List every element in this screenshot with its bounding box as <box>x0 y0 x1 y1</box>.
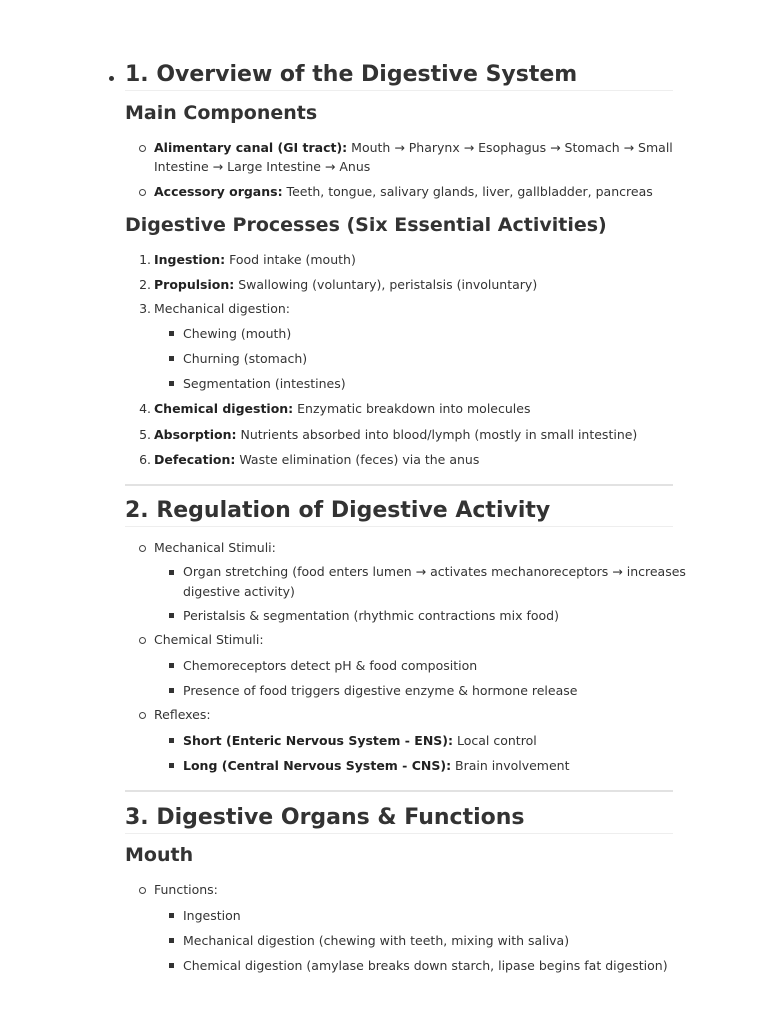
square-bullet-icon <box>169 688 174 693</box>
reflexes-label: Reflexes: <box>154 707 211 722</box>
list-item-alimentary: Alimentary canal (GI tract): Mouth → Pharynx → Esophagus → Stomach → Small <box>154 140 673 155</box>
list-number: 2. <box>139 277 151 292</box>
square-bullet-icon <box>169 938 174 943</box>
process-chemical: Chemical digestion: Enzymatic breakdown into molecules <box>154 401 531 416</box>
list-number: 4. <box>139 401 151 416</box>
sub-item-short-reflex: Short (Enteric Nervous System - ENS): Local control <box>183 733 537 748</box>
sub-item-churning: Churning (stomach) <box>183 351 308 366</box>
chemical-stimuli-label: Chemical Stimuli: <box>154 632 264 647</box>
list-number: 6. <box>139 452 151 467</box>
square-bullet-icon <box>169 356 174 361</box>
process-defecation: Defecation: Waste elimination (feces) via the anus <box>154 452 480 467</box>
sub-item-chemical-digestion: Chemical digestion (amylase breaks down starch, lipase begins fat digestion) <box>183 958 668 973</box>
process-propulsion: Propulsion: Swallowing (voluntary), peristalsis (involuntary) <box>154 277 538 292</box>
square-bullet-icon <box>169 381 174 386</box>
list-item-alimentary-cont: Intestine → Large Intestine → Anus <box>154 159 371 174</box>
list-number: 3. <box>139 301 151 316</box>
sub-item-long-reflex: Long (Central Nervous System - CNS): Brain involvement <box>183 758 570 773</box>
square-bullet-icon <box>169 738 174 743</box>
mechanical-stimuli-label: Mechanical Stimuli: <box>154 540 276 555</box>
sub-item-segmentation: Segmentation (intestines) <box>183 376 346 391</box>
circle-bullet-icon <box>139 545 146 552</box>
square-bullet-icon <box>169 963 174 968</box>
square-bullet-icon <box>169 913 174 918</box>
sub-item-organ-stretching: Organ stretching (food enters lumen → activates mechanoreceptors → increases <box>183 564 686 579</box>
mouth-heading: Mouth <box>125 844 194 866</box>
process-ingestion: Ingestion: Food intake (mouth) <box>154 252 356 267</box>
square-bullet-icon <box>169 331 174 336</box>
digestive-processes-heading: Digestive Processes (Six Essential Activities) <box>125 214 607 236</box>
circle-bullet-icon <box>139 145 146 152</box>
process-mechanical: Mechanical digestion: <box>154 301 291 316</box>
square-bullet-icon <box>169 613 174 618</box>
sub-item-ingestion: Ingestion <box>183 908 241 923</box>
list-number: 1. <box>139 252 151 267</box>
circle-bullet-icon <box>139 712 146 719</box>
section2-title: 2. Regulation of Digestive Activity <box>125 497 673 527</box>
list-item-accessory: Accessory organs: Teeth, tongue, salivary glands, liver, gallbladder, pancreas <box>154 184 653 199</box>
sub-item-mechanical-digestion: Mechanical digestion (chewing with teeth, mixing with saliva) <box>183 933 570 948</box>
sub-item-chewing: Chewing (mouth) <box>183 326 292 341</box>
circle-bullet-icon <box>139 637 146 644</box>
sub-item-chemoreceptors: Chemoreceptors detect pH & food composition <box>183 658 478 673</box>
section1-title: 1. Overview of the Digestive System <box>125 61 673 91</box>
divider <box>125 484 673 486</box>
sub-item-presence-of-food: Presence of food triggers digestive enzyme & hormone release <box>183 683 578 698</box>
circle-bullet-icon <box>139 887 146 894</box>
sub-item-organ-stretching-cont: digestive activity) <box>183 584 295 599</box>
square-bullet-icon <box>169 663 174 668</box>
functions-label: Functions: <box>154 882 218 897</box>
bullet-dot <box>109 76 114 81</box>
process-absorption: Absorption: Nutrients absorbed into blood/lymph (mostly in small intestine) <box>154 427 638 442</box>
circle-bullet-icon <box>139 189 146 196</box>
divider <box>125 790 673 792</box>
section3-title: 3. Digestive Organs & Functions <box>125 804 673 834</box>
square-bullet-icon <box>169 763 174 768</box>
square-bullet-icon <box>169 570 174 575</box>
main-components-heading: Main Components <box>125 102 318 124</box>
sub-item-peristalsis: Peristalsis & segmentation (rhythmic contractions mix food) <box>183 608 559 623</box>
list-number: 5. <box>139 427 151 442</box>
